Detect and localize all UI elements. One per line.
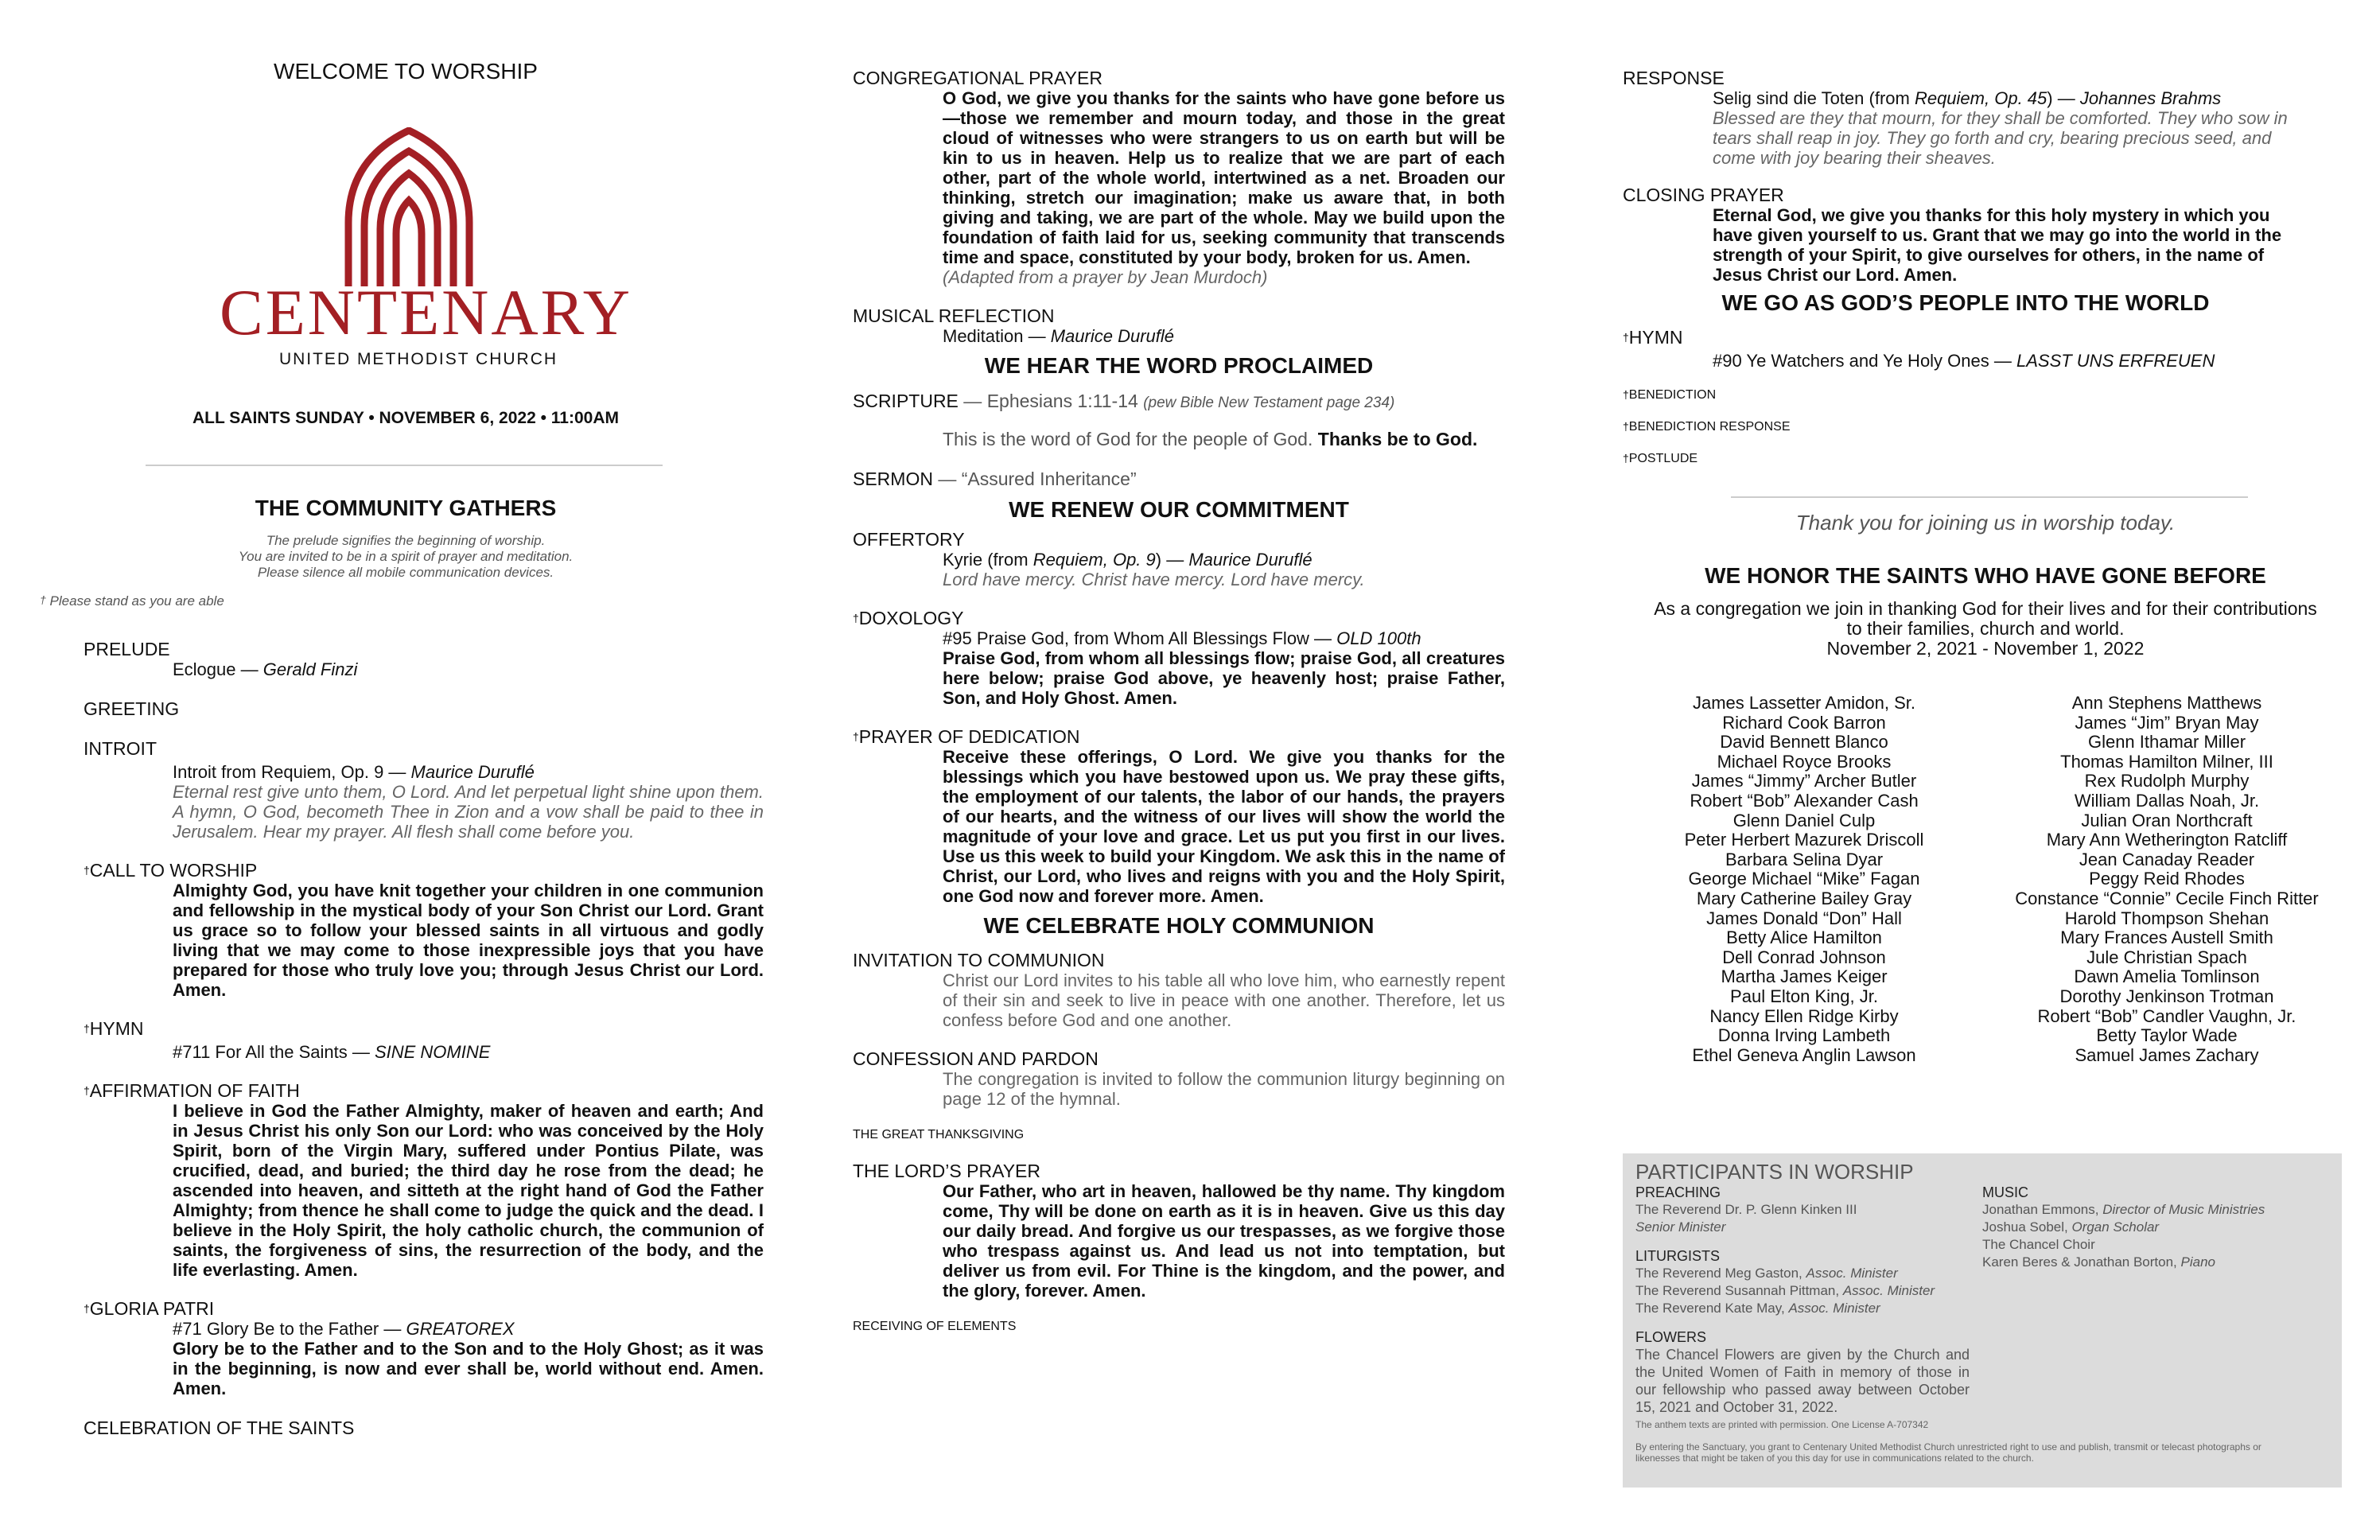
congregational-prayer: CONGREGATIONAL PRAYER O God, we give you thanks for the saints who have gone before us—those we remember and mourn today, and those in the great cloud of witnesses who were strangers to us on earth but will be kin to us in heaven. Help us to realize that we are part of each other, part of the whole world, intertwined as a net. Broaden our thinking, stretch our imagination; make us aware that, in both giving and taking, we are part of the whole. May we build upon the foundation of faith laid for us, seeking community that transcends time and space, constituted by your body, broken for us. Amen. (Adapted from a prayer by Jean Murdoch)	[853, 68, 1505, 287]
saint-name: Peggy Reid Rhodes	[2089, 869, 2245, 889]
saint-name: Harold Thompson Shehan	[2064, 908, 2269, 928]
saint-name: William Dallas Noah, Jr.	[2074, 790, 2260, 811]
prelude-notes: The prelude signifies the beginning of worship. You are invited to be in a spirit of prayer and meditation. Please silence all mobile communication devices.	[238, 533, 574, 580]
saint-name: Richard Cook Barron	[1722, 712, 1886, 733]
saint-name: Dell Conrad Johnson	[1722, 947, 1886, 967]
saint-name: Samuel James Zachary	[2075, 1044, 2259, 1065]
participants-heading: PARTICIPANTS IN WORSHIP	[1635, 1160, 1914, 1184]
greeting: GREETING	[84, 698, 180, 719]
license-note: The anthem texts are printed with permission. One License A-707342	[1635, 1419, 1929, 1430]
affirmation-of-faith: †AFFIRMATION OF FAITH I believe in God the Father Almighty, maker of heaven and earth; And in Jesus Christ his only Son our Lord: who was conceived by the Holy Spirit, born of the Virgin Mary, suffered under Pontius Pilate, was crucified, dead, and buried; the third day he rose from the dead; he ascended into heaven, and sitteth at the right hand of God the Father Almighty; from thence he shall come to judge the quick and the dead. I believe in the Holy Spirit, the holy catholic church, the communion of saints, the forgiveness of sins, the resurrection of the body, and the life everlasting. Amen.	[84, 1080, 764, 1280]
introit: INTROIT Introit from Requiem, Op. 9 — Maurice Duruflé Eternal rest give unto them, O Lord. And let perpetual light shine upon them. A hymn, O God, becometh Thee in Zion and a vow shall be paid to thee in Jerusalem. Hear my prayer. All flesh shall come before you.	[84, 738, 764, 842]
receiving-of-elements: RECEIVING OF ELEMENTS	[853, 1320, 1017, 1333]
saint-name: Julian Oran Northcraft	[2081, 810, 2253, 830]
hymn-90: †HYMN #90 Ye Watchers and Ye Holy Ones — LASST UNS ERFREUEN	[1623, 327, 2215, 371]
saint-name: Mary Ann Wetherington Ratcliff	[2046, 830, 2288, 850]
celebration-of-saints: CELEBRATION OF THE SAINTS	[84, 1418, 355, 1438]
saint-name: Constance “Connie” Cecile Finch Ritter	[2015, 888, 2319, 908]
doxology: †DOXOLOGY #95 Praise God, from Whom All Blessings Flow — OLD 100th Praise God, from whom all blessings flow; praise God, all creatures here below; praise God above, ye heavenly host; praise Father, Son, and Holy Ghost. Amen.	[853, 608, 1505, 708]
saints-list-right	[1985, 694, 2348, 1065]
participants-music: MUSIC Jonathan Emmons, Director of Music Ministries Joshua Sobel, Organ Scholar The Chancel Choir Karen Beres & Jonathan Borton, Piano	[1982, 1184, 2265, 1270]
sermon: SERMON — “Assured Inheritance”	[853, 469, 1137, 489]
saint-name: Michael Royce Brooks	[1717, 751, 1892, 772]
saint-name: Glenn Daniel Culp	[1732, 810, 1876, 830]
church-subtitle: UNITED METHODIST CHURCH	[278, 350, 558, 368]
saint-name: Nancy Ellen Ridge Kirby	[1709, 1005, 1899, 1026]
participants-clergy: PREACHING The Reverend Dr. P. Glenn Kinken III Senior Minister LITURGISTS The Reverend Meg Gaston, Assoc. Minister The Reverend Susannah Pittman, Assoc. Minister The Reverend Kate May, Assoc. Minister	[1635, 1184, 1935, 1316]
saints-list-left	[1623, 694, 1985, 1065]
saint-name: Donna Irving Lambeth	[1717, 1025, 1891, 1046]
saint-name: James Donald “Don” Hall	[1706, 908, 1902, 928]
church-name: CENTENARY	[220, 276, 632, 348]
column-right	[1623, 68, 2348, 1065]
service-date: ALL SAINTS SUNDAY • NOVEMBER 6, 2022 • 11:00AM	[192, 409, 619, 427]
consent-note: By entering the Sanctuary, you grant to Centenary United Methodist Church unrestricted right to use and publish, transmit or telecast photographs or likenesses that might be taken of you this day for use in communications related to the church.	[1635, 1441, 2261, 1464]
invitation-to-communion: INVITATION TO COMMUNION Christ our Lord invites to his table all who love him, who earnestly repent of their sin and seek to live in peace with one another. Therefore, let us confess before God and one another.	[853, 950, 1505, 1030]
scripture-response: This is the word of God for the people of God. Thanks be to God.	[943, 429, 1478, 449]
saint-name: Betty Alice Hamilton	[1726, 928, 1882, 948]
saint-name: Paul Elton King, Jr.	[1730, 986, 1878, 1006]
saint-name: James Lassetter Amidon, Sr.	[1692, 693, 1916, 713]
musical-reflection: MUSICAL REFLECTION Meditation — Maurice Duruflé	[853, 305, 1175, 346]
lords-prayer: THE LORD’S PRAYER Our Father, who art in heaven, hallowed be thy name. Thy kingdom come, Thy will be done on earth as it is in heaven. Give us this day our daily bread. And forgive us our trespasses, as we forgive those who trespass against us. And lead us not into temptation, but deliver us from evil. For Thine is the kingdom, and the power, and the glory, forever. Amen.	[853, 1161, 1505, 1301]
saint-name: Ann Stephens Matthews	[2071, 693, 2262, 713]
section-heading-saints: WE HONOR THE SAINTS WHO HAVE GONE BEFORE	[1705, 563, 2266, 588]
saint-name: James “Jimmy” Archer Butler	[1691, 771, 1917, 791]
stand-note: † Please stand as you are able	[40, 593, 224, 609]
great-thanksgiving: THE GREAT THANKSGIVING	[853, 1128, 1025, 1141]
saint-name: Barbara Selina Dyar	[1725, 849, 1884, 869]
saint-name: Jean Canaday Reader	[2079, 849, 2255, 869]
section-heading-world: WE GO AS GOD’S PEOPLE INTO THE WORLD	[1721, 290, 2210, 315]
thank-you-note: Thank you for joining us in worship today.	[1795, 511, 2176, 535]
saints-names	[1623, 694, 2348, 1065]
confession-and-pardon: CONFESSION AND PARDON The congregation is invited to follow the communion liturgy beginning on page 12 of the hymnal.	[853, 1048, 1505, 1109]
saint-name: Dorothy Jenkinson Trotman	[2059, 986, 2274, 1006]
benediction-response: †BENEDICTION RESPONSE	[1623, 420, 1791, 434]
church-logo-icon	[342, 127, 476, 286]
offertory: OFFERTORY Kyrie (from Requiem, Op. 9) — Maurice Duruflé Lord have mercy. Christ have mercy. Lord have mercy.	[853, 529, 1365, 589]
section-heading-renew: WE RENEW OUR COMMITMENT	[1009, 497, 1349, 522]
divider	[146, 465, 663, 466]
divider	[1731, 496, 2248, 498]
saint-name: Betty Taylor Wade	[2096, 1025, 2238, 1046]
participants-panel	[1623, 1153, 2342, 1488]
flowers-text: The Chancel Flowers are given by the Church and the United Women of Faith in memory of those in our fellowship who passed away between October 15, 2021 and October 31, 2022.	[1635, 1347, 1970, 1415]
closing-prayer: CLOSING PRAYER Eternal God, we give you thanks for this holy mystery in which you have given yourself to us. Grant that we may go into the world in the strength of your Spirit, to give ourselves for others, in the name of Jesus Christ our Lord. Amen.	[1623, 185, 2282, 285]
saint-name: Thomas Hamilton Milner, III	[2060, 751, 2273, 772]
call-to-worship: †CALL TO WORSHIP Almighty God, you have knit together your children in one communion and fellowship in the mystical body of your Son Christ our Lord. Grant us grace so to follow your blessed saints in all virtuous and godly living that we may come to those inexpressible joys that you have prepared for those who truly love you; through Jesus Christ our Lord. Amen.	[84, 860, 764, 1000]
saint-name: Dawn Amelia Tomlinson	[2074, 966, 2260, 987]
gloria-patri: †GLORIA PATRI #71 Glory Be to the Father — GREATOREX Glory be to the Father and to the Son and to the Holy Ghost; as it was in the beginning, is now and ever shall be, world without end. Amen. Amen.	[84, 1298, 764, 1398]
saints-intro: As a congregation we join in thanking God for their lives and for their contributions to their families, church and world. November 2, 2021 - November 1, 2022	[1654, 598, 2317, 659]
saint-name: Peter Herbert Mazurek Driscoll	[1684, 830, 1924, 850]
prayer-of-dedication: †PRAYER OF DEDICATION Receive these offerings, O Lord. We give you thanks for the blessings which you have bestowed upon us. We pray these gifts, the employment of our talents, the labor of our hands, the prayers of our hearts, and the witness of our lives will show the world the magnitude of your love and grace. Let us put you first in our lives. Use us this week to build your Kingdom. We ask this in the name of Christ, our Lord, who lives and reigns with you and the Holy Spirit, one God now and forever more. Amen.	[853, 726, 1505, 906]
saint-name: David Bennett Blanco	[1720, 732, 1888, 752]
order-of-worship-part1	[84, 640, 764, 1439]
welcome-title: WELCOME TO WORSHIP	[274, 59, 538, 84]
postlude: †POSTLUDE	[1623, 452, 1698, 465]
saint-name: Martha James Keiger	[1721, 966, 1888, 987]
section-heading-word: WE HEAR THE WORD PROCLAIMED	[984, 353, 1374, 378]
scripture: SCRIPTURE — Ephesians 1:11-14 (pew Bible New Testament page 234)	[853, 391, 1395, 411]
saint-name: Mary Frances Austell Smith	[2060, 928, 2273, 948]
saint-name: Jule Christian Spach	[2086, 947, 2247, 967]
hymn-711: †HYMN #711 For All the Saints — SINE NOMINE	[84, 1018, 491, 1062]
section-heading-communion: WE CELEBRATE HOLY COMMUNION	[983, 913, 1375, 938]
saint-name: Mary Catherine Bailey Gray	[1696, 888, 1912, 908]
saint-name: James “Jim” Bryan May	[2075, 712, 2259, 733]
saint-name: George Michael “Mike” Fagan	[1688, 869, 1920, 889]
column-middle	[853, 68, 1505, 1334]
flowers-label: FLOWERS	[1635, 1329, 1707, 1345]
response: RESPONSE Selig sind die Toten (from Requiem, Op. 45) — Johannes Brahms Blessed are they that mourn, for they shall be comforted. They who sow in tears shall reap in joy. They go forth and cry, bearing precious seed, and come with joy bearing their sheaves.	[1623, 68, 2288, 168]
saint-name: Ethel Geneva Anglin Lawson	[1692, 1044, 1916, 1065]
benediction: †BENEDICTION	[1623, 388, 1717, 402]
section-heading-gathers: THE COMMUNITY GATHERS	[255, 496, 557, 520]
saint-name: Robert “Bob” Candler Vaughn, Jr.	[2037, 1005, 2296, 1026]
saint-name: Glenn Ithamar Miller	[2087, 732, 2246, 752]
saint-name: Rex Rudolph Murphy	[2084, 771, 2250, 791]
prelude: PRELUDE Eclogue — Gerald Finzi	[84, 639, 358, 679]
saint-name: Robert “Bob” Alexander Cash	[1690, 790, 1919, 811]
